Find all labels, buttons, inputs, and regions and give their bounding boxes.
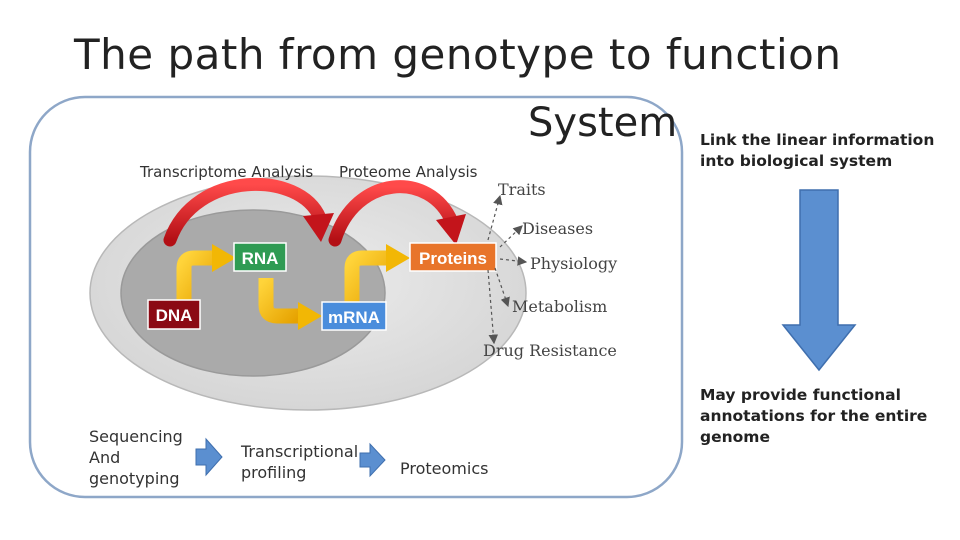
- step-arrow-1: [196, 439, 222, 475]
- mrna-label: mRNA: [328, 308, 380, 327]
- outcome-physiology: Physiology: [530, 254, 618, 273]
- step-proteomics: Proteomics: [400, 459, 489, 478]
- outcome-traits: Traits: [498, 180, 546, 199]
- proteome-analysis-label: Proteome Analysis: [339, 163, 478, 181]
- side-note-top: Link the linear information into biological system: [700, 131, 935, 170]
- step-sequencing: Sequencing And genotyping: [89, 427, 183, 488]
- outcome-metabolism: Metabolism: [512, 297, 608, 316]
- transcriptome-analysis-label: Transcriptome Analysis: [140, 163, 314, 181]
- rna-label: RNA: [241, 249, 279, 268]
- slide-title: The path from genotype to function: [74, 30, 842, 79]
- outcome-diseases: Diseases: [522, 219, 594, 238]
- proteins-label: Proteins: [418, 249, 488, 268]
- mrna-box: [322, 302, 386, 330]
- outcome-drug-resistance: Drug Resistance: [483, 341, 617, 360]
- proteins-box: [410, 243, 496, 271]
- dna-label: DNA: [155, 306, 193, 325]
- down-arrow: [783, 190, 855, 370]
- rna-box: [234, 243, 286, 271]
- step-transcriptional: Transcriptional profiling: [241, 442, 359, 482]
- system-label: System: [528, 100, 678, 146]
- side-note-bottom: May provide functional annotations for the entire genome: [700, 386, 928, 446]
- dna-box: [148, 300, 200, 329]
